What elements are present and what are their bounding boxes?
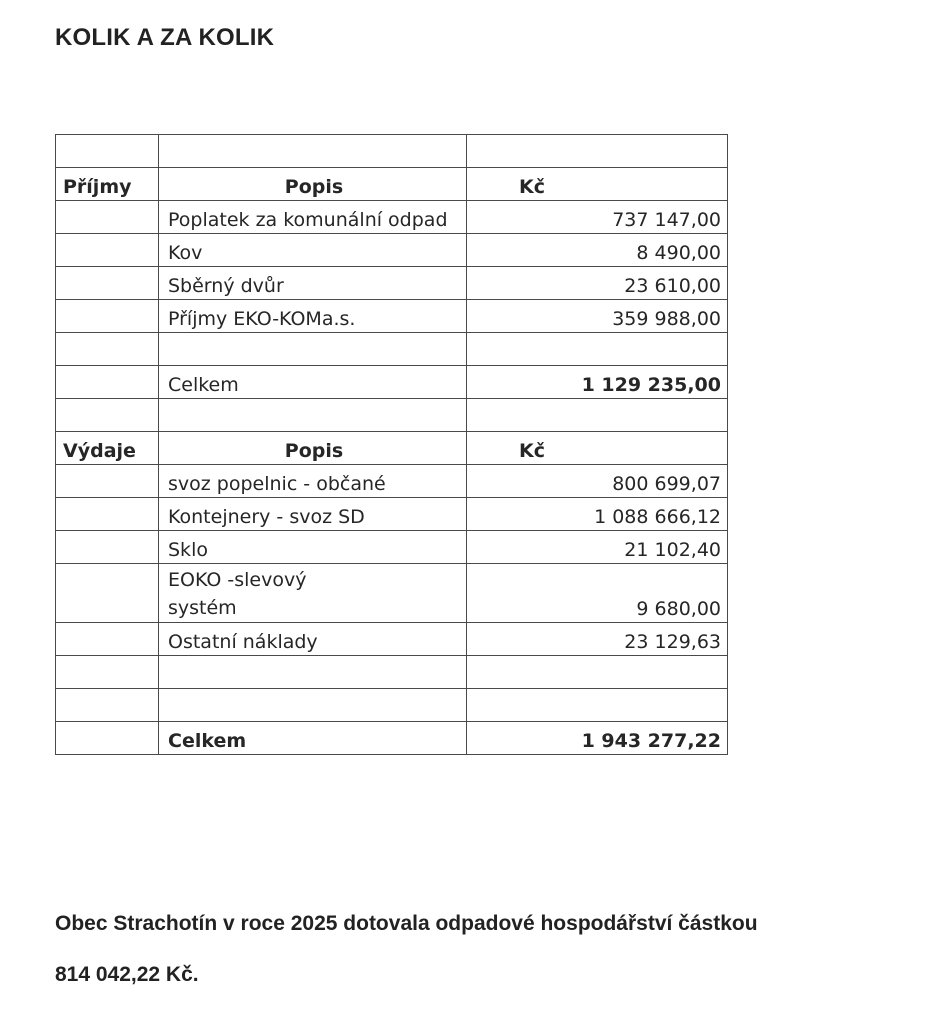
expense-row-desc: Sklo [159, 531, 467, 564]
table-row [56, 267, 728, 300]
income-total-amount: 1 129 235,00 [467, 366, 728, 399]
expenses-header-row [56, 432, 728, 465]
expenses-amount-header: Kč [467, 432, 728, 465]
expenses-section-label: Výdaje [56, 432, 159, 465]
income-total-row [56, 366, 728, 399]
income-amount-header: Kč [467, 168, 728, 201]
expense-row-amount: 1 088 666,12 [467, 498, 728, 531]
waste-budget-table [55, 134, 728, 755]
expenses-desc-header: Popis [159, 432, 467, 465]
expense-row-desc: svoz popelnic - občané [159, 465, 467, 498]
expense-row-desc-text: EOKO -slevový systém [168, 569, 307, 619]
subsidy-note-line1: Obec Strachotín v roce 2025 dotovala odpadové hospodářství částkou [55, 912, 758, 935]
subsidy-note-line2: 814 042,22 Kč. [55, 963, 199, 986]
table-row-empty [56, 135, 728, 168]
expenses-total-amount: 1 943 277,22 [467, 722, 728, 755]
table-row-empty [56, 689, 728, 722]
income-row-amount: 23 610,00 [467, 267, 728, 300]
income-row-amount: 359 988,00 [467, 300, 728, 333]
table-row [56, 531, 728, 564]
expense-row-amount: 21 102,40 [467, 531, 728, 564]
page-title: KOLIK A ZA KOLIK [55, 24, 275, 51]
table-row [56, 498, 728, 531]
income-row-desc: Kov [159, 234, 467, 267]
income-row-desc: Sběrný dvůr [159, 267, 467, 300]
income-header-row [56, 168, 728, 201]
expense-row-desc: Ostatní náklady [159, 623, 467, 656]
expense-row-desc: Kontejnery - svoz SD [159, 498, 467, 531]
expense-row-amount: 800 699,07 [467, 465, 728, 498]
expense-row-amount: 23 129,63 [467, 623, 728, 656]
table-row [56, 201, 728, 234]
table-row-empty [56, 399, 728, 432]
table-row [56, 300, 728, 333]
table-row [56, 623, 728, 656]
income-total-label: Celkem [159, 366, 467, 399]
income-desc-header: Popis [159, 168, 467, 201]
expense-row-amount: 9 680,00 [467, 564, 728, 623]
income-section-label: Příjmy [56, 168, 159, 201]
table-row-empty [56, 656, 728, 689]
expenses-total-row [56, 722, 728, 755]
income-row-desc: Příjmy EKO-KOMa.s. [159, 300, 467, 333]
income-row-amount: 8 490,00 [467, 234, 728, 267]
expense-row-desc [159, 564, 467, 623]
subsidy-note [55, 898, 935, 1000]
table-row [56, 465, 728, 498]
income-row-amount: 737 147,00 [467, 201, 728, 234]
table-row [56, 234, 728, 267]
income-row-desc: Poplatek za komunální odpad [159, 201, 467, 234]
table-row-empty [56, 333, 728, 366]
table-row [56, 564, 728, 623]
expenses-total-label: Celkem [159, 722, 467, 755]
